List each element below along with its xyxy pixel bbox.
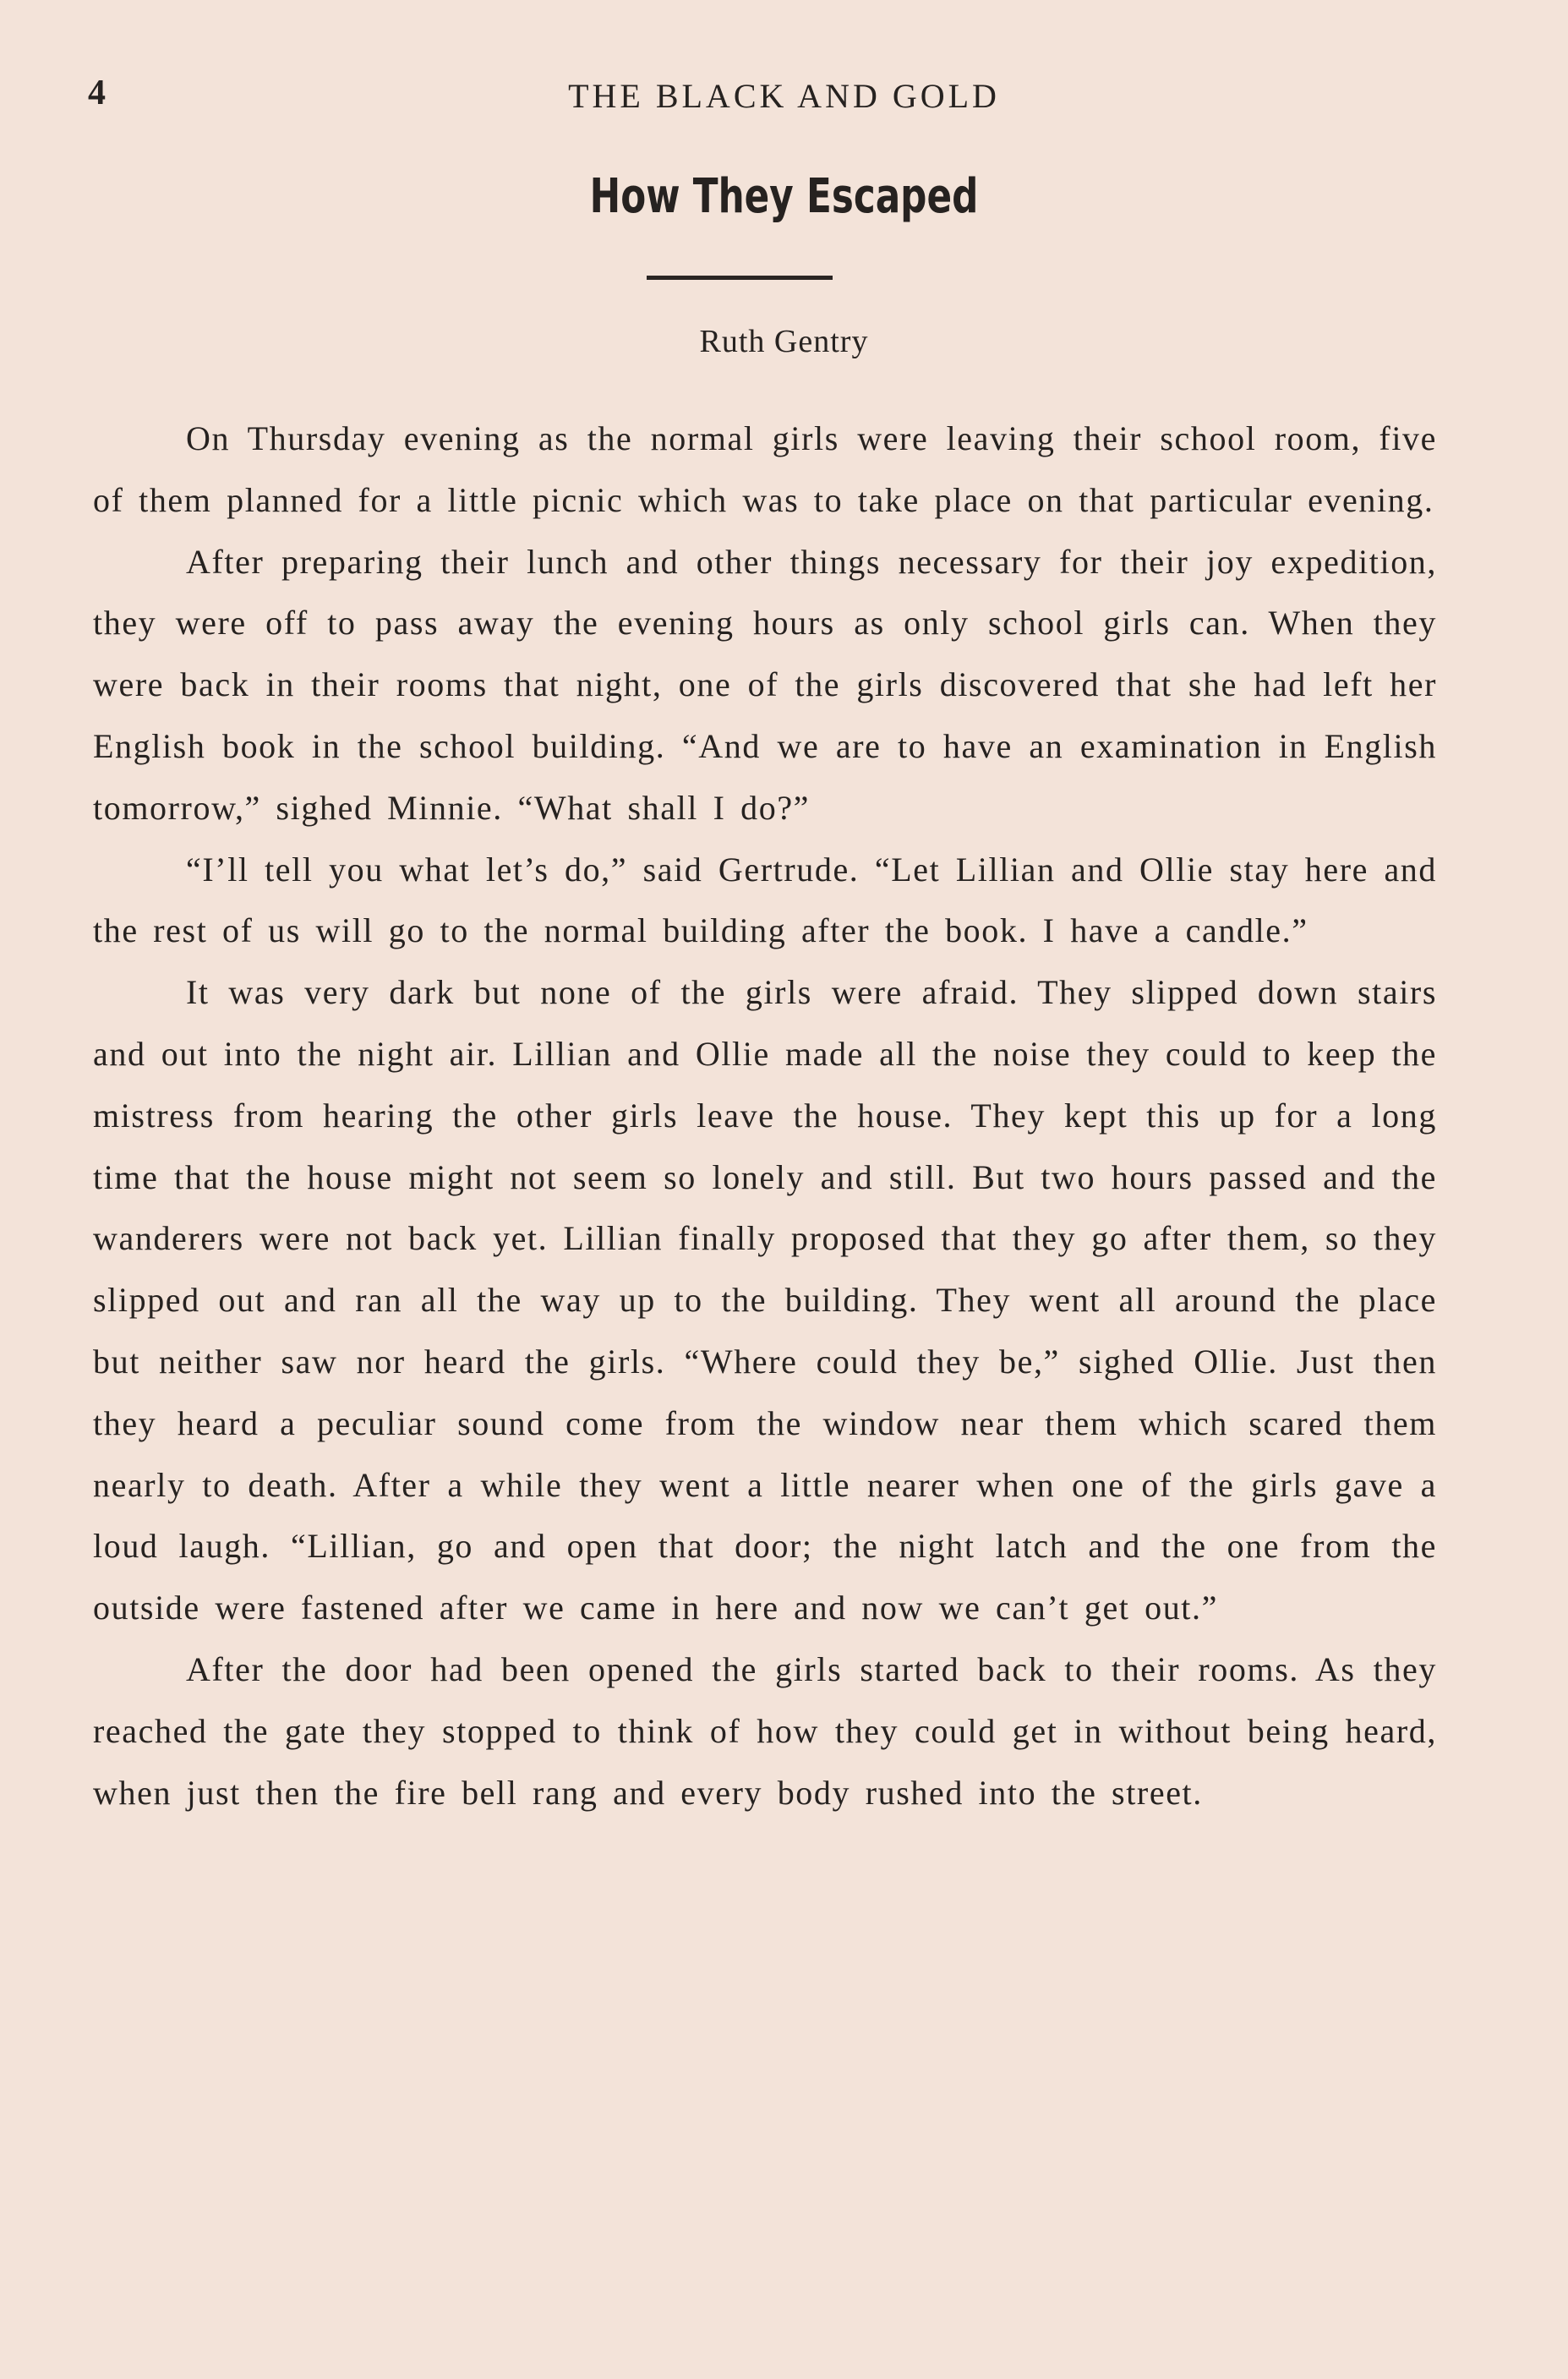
paragraph: It was very dark but none of the girls were afraid. They slipped down stairs and out into the night air. Lillian and Ollie made all the noise they could to keep the mistress from hearing the other girls leave the house. They kept this up for a long time that the house might not seem so lonely and still. But two hours passed and the wanderers were not back yet. Lillian finally proposed that they go after them, so they slipped out and ran all the way up to the building. They went all around the place but neither saw nor heard the girls. “Where could they be,” sighed Ollie. Just then they heard a peculiar sound come from the window near them which scared them nearly to death. After a while they went a little nearer when one of the girls gave a loud laugh. “Lillian, go and open that door; the night latch and the one from the outside were fastened after we came in here and now we can’t get out.” <box>93 973 1437 1627</box>
title-divider <box>647 276 833 280</box>
page-number: 4 <box>88 74 106 112</box>
running-head: THE BLACK AND GOLD <box>568 77 1000 115</box>
paragraph: “I’ll tell you what let’s do,” said Gertrude. “Let Lillian and Ollie stay here and the rest of us will go to the normal building after the book. I have a candle.” <box>93 850 1437 950</box>
paragraph: On Thursday evening as the normal girls were leaving their school room, five of them planned for a little picnic which was to take place on that particular evening. <box>93 419 1437 519</box>
paragraph: After preparing their lunch and other things necessary for their joy expedition, they were off to pass away the evening hours as only school girls can. When they were back in their rooms that night, one of the girls discovered that she had left her English book in the school building. “And we are to have an examination in English tomorrow,” sighed Minnie. “What shall I do?” <box>93 542 1437 827</box>
article-author: Ruth Gentry <box>699 324 869 359</box>
paragraph: After the door had been opened the girls started back to their rooms. As they reached the gate they stopped to think of how they could get in without being heard, when just then the fire bell rang and every body rushed into the street. <box>93 1649 1437 1812</box>
article-body <box>93 408 1437 1824</box>
article-title: How They Escaped <box>589 169 979 224</box>
